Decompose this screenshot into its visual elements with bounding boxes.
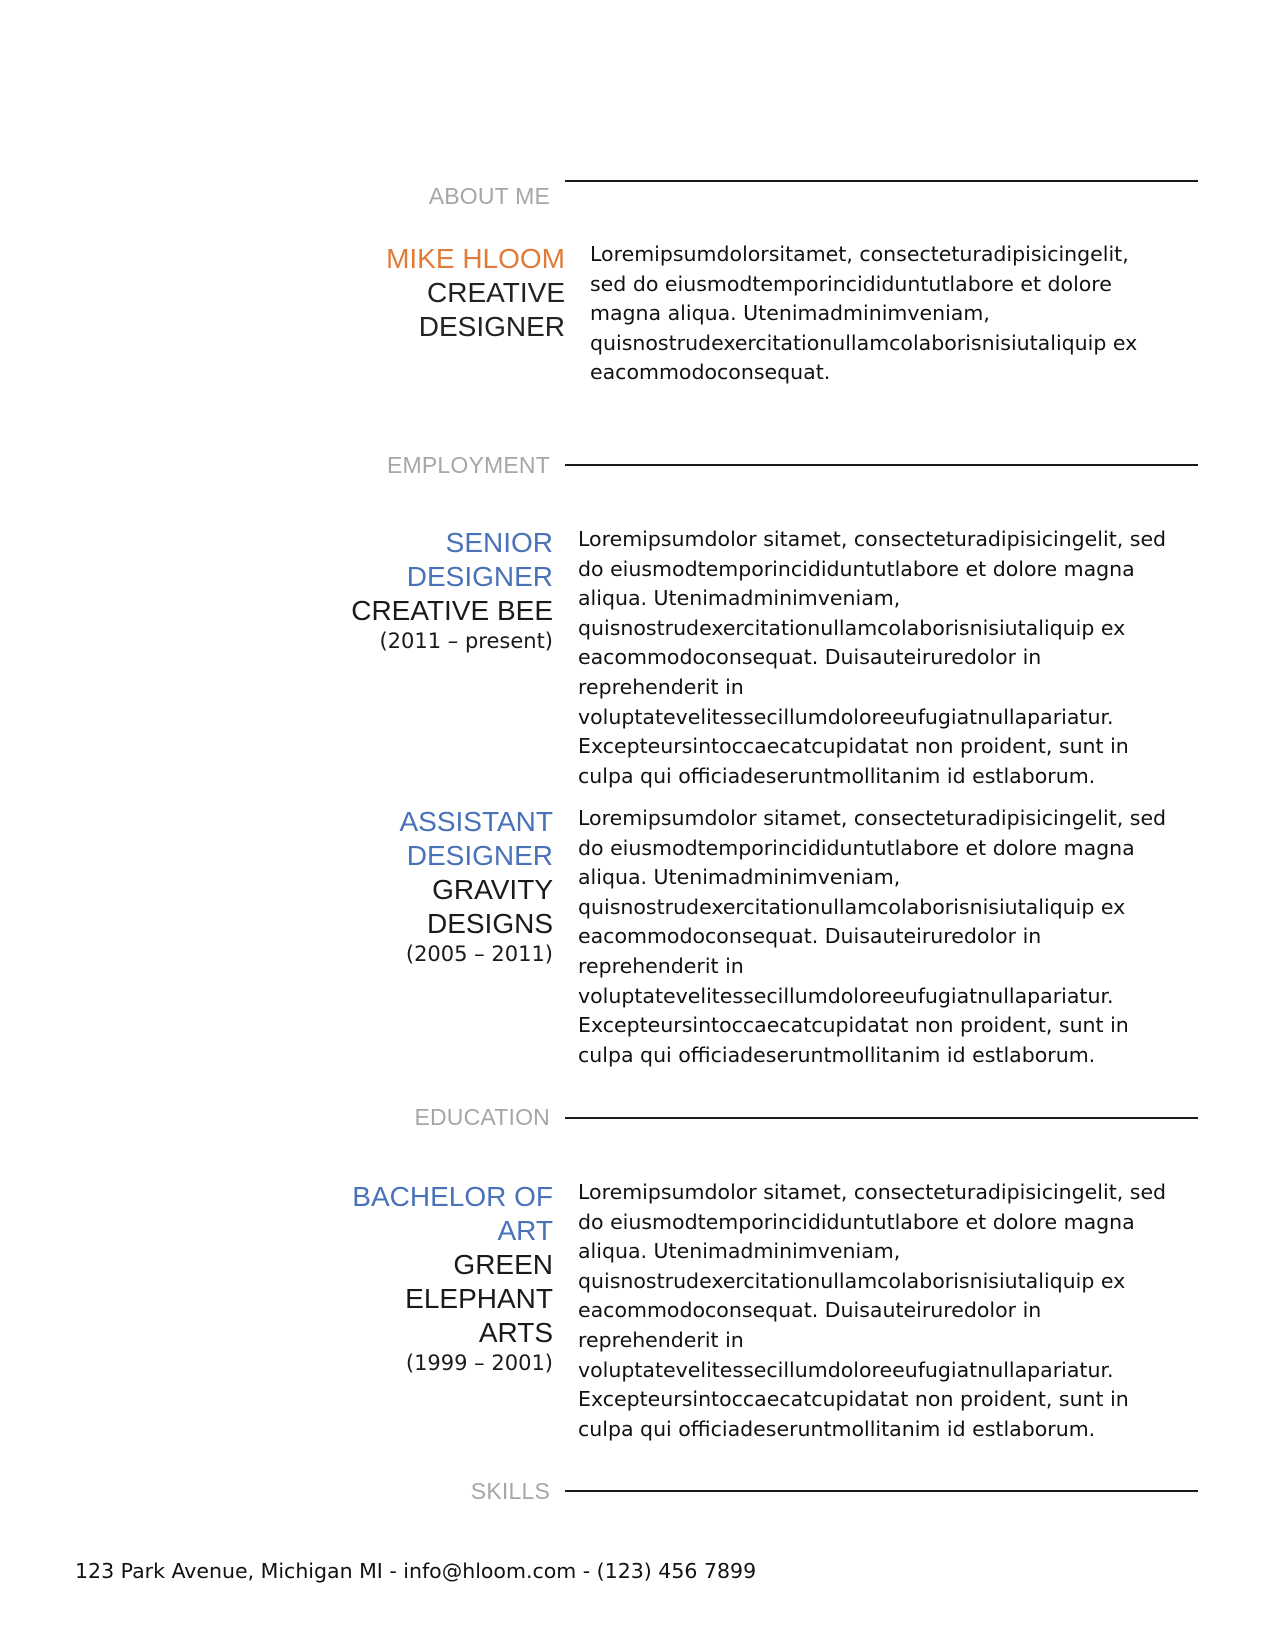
education-entry-1-text: Loremipsumdolor sitamet, consecteturadipisicingelit, sed do eiusmodtemporincididuntutlabore et dolore magna aliqua. Utenimadminimveniam, quisnostrudexercitationullamcolaborisnisiutaliquip ex eacommodoconsequat. Duisauteiruredolor in reprehenderit in voluptatevelitessecillumdoloreeufugiatnullapariatur. Excepteursintoccaecatcupidatat non proident, sunt in culpa qui officiadeseruntmollitanim id estlaborum. bbox=[578, 1180, 1167, 1441]
contact-footer: 123 Park Avenue, Michigan MI - info@hloom.com - (123) 456 7899 bbox=[75, 1559, 757, 1583]
section-divider-education bbox=[565, 1117, 1198, 1119]
section-divider-about bbox=[565, 180, 1198, 182]
school-name-line1: GREEN bbox=[453, 1249, 553, 1280]
company-name: CREATIVE BEE bbox=[351, 595, 553, 626]
person-role-line1: CREATIVE bbox=[427, 277, 565, 308]
education-dates: (1999 – 2001) bbox=[405, 1351, 553, 1375]
employment-entry-2-text: Loremipsumdolor sitamet, consecteturadipisicingelit, sed do eiusmodtemporincididuntutlabore et dolore magna aliqua. Utenimadminimveniam, quisnostrudexercitationullamcolaborisnisiutaliquip ex eacommodoconsequat. Duisauteiruredolor in reprehenderit in voluptatevelitessecillumdoloreeufugiatnullapariatur. Excepteursintoccaecatcupidatat non proident, sunt in culpa qui officiadeseruntmollitanim id estlaborum. bbox=[578, 806, 1167, 1067]
company-name-line1: GRAVITY bbox=[432, 874, 553, 905]
section-divider-skills bbox=[565, 1490, 1198, 1492]
person-name: MIKE HLOOM bbox=[386, 243, 565, 274]
school-name-line3: ARTS bbox=[478, 1317, 553, 1348]
section-label-skills: SKILLS bbox=[470, 1478, 550, 1504]
section-label-employment: EMPLOYMENT bbox=[386, 452, 550, 478]
degree-line1: BACHELOR OF bbox=[352, 1181, 553, 1212]
job-dates: (2005 – 2011) bbox=[405, 942, 553, 966]
person-role-line2: DESIGNER bbox=[418, 311, 565, 342]
about-identity bbox=[386, 242, 565, 344]
employment-entry-1-heading bbox=[351, 526, 553, 654]
section-label-about: ABOUT ME bbox=[428, 183, 550, 209]
employment-entry-1-text: Loremipsumdolor sitamet, consecteturadipisicingelit, sed do eiusmodtemporincididuntutlabore et dolore magna aliqua. Utenimadminimveniam, quisnostrudexercitationullamcolaborisnisiutaliquip ex eacommodoconsequat. Duisauteiruredolor in reprehenderit in voluptatevelitessecillumdoloreeufugiatnullapariatur. Excepteursintoccaecatcupidatat non proident, sunt in culpa qui officiadeseruntmollitanim id estlaborum. bbox=[578, 527, 1167, 788]
section-divider-employment bbox=[565, 464, 1198, 466]
degree-line2: ART bbox=[497, 1215, 553, 1246]
job-title-line1: ASSISTANT bbox=[399, 806, 553, 837]
job-title-line2: DESIGNER bbox=[406, 840, 553, 871]
job-title-line2: DESIGNER bbox=[406, 561, 553, 592]
job-title-line1: SENIOR bbox=[445, 527, 553, 558]
about-text: Loremipsumdolorsitamet, consecteturadipisicingelit, sed do eiusmodtemporincididuntutlabore et dolore magna aliqua. Utenimadminimveniam, quisnostrudexercitationullamcolaborisnisiutaliquip ex eacommodoconsequat. bbox=[590, 242, 1138, 385]
section-label-education: EDUCATION bbox=[414, 1104, 550, 1130]
job-dates: (2011 – present) bbox=[379, 629, 553, 653]
school-name-line2: ELEPHANT bbox=[405, 1283, 553, 1314]
education-entry-1-heading bbox=[352, 1180, 553, 1376]
company-name-line2: DESIGNS bbox=[426, 908, 553, 939]
employment-entry-2-heading bbox=[399, 805, 553, 967]
